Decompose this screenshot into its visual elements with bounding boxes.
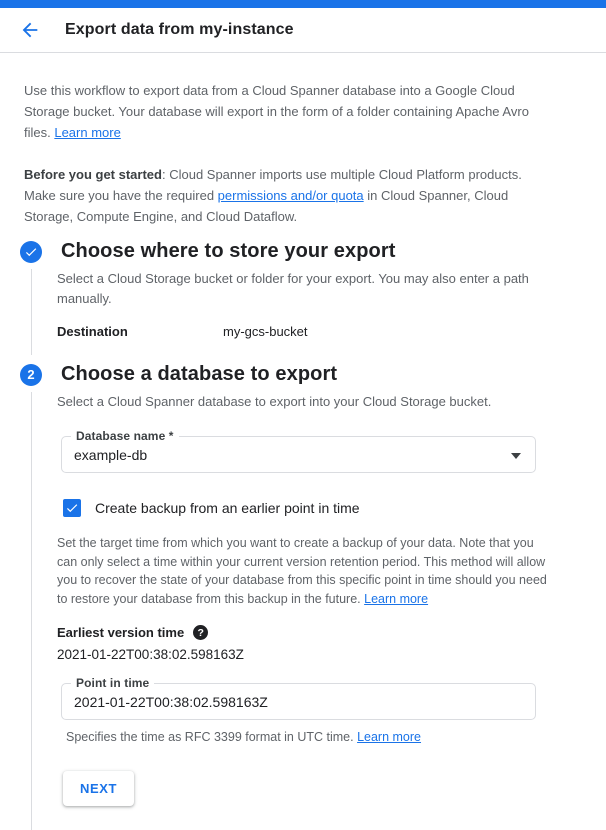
step1-body	[31, 269, 582, 355]
point-in-time-label: Point in time	[71, 676, 154, 690]
checkbox-check-icon	[65, 501, 79, 515]
backup-checkbox-row[interactable]	[63, 499, 582, 517]
help-icon[interactable]: ?	[193, 625, 208, 640]
destination-label: Destination	[57, 324, 128, 339]
backup-learn-more-link[interactable]: Learn more	[364, 591, 429, 606]
database-name-label: Database name *	[71, 429, 179, 443]
point-in-time-helper	[57, 730, 582, 744]
point-in-time-learn-more-link[interactable]: Learn more	[357, 730, 422, 744]
permissions-quota-link[interactable]: permissions and/or quota	[217, 188, 364, 203]
step1-title: Choose where to store your export	[61, 240, 396, 262]
step1-header	[24, 240, 582, 263]
before-start-bold: Before you get started	[24, 167, 162, 182]
arrow-back-icon	[19, 19, 41, 41]
database-name-select[interactable]	[61, 429, 536, 473]
next-button[interactable]: NEXT	[63, 771, 134, 806]
destination-row	[57, 324, 582, 355]
point-in-time-field	[61, 676, 536, 720]
backup-description	[57, 534, 554, 608]
page-header	[0, 8, 606, 53]
point-in-time-input[interactable]	[74, 694, 523, 710]
step2-number: 2	[27, 367, 35, 382]
step2-title: Choose a database to export	[61, 363, 338, 385]
step1-description: Select a Cloud Storage bucket or folder for your export. You may also enter a path manually.	[57, 271, 529, 306]
top-accent-bar	[0, 0, 606, 8]
earliest-version-label: Earliest version time	[57, 625, 185, 640]
destination-value: my-gcs-bucket	[223, 324, 308, 339]
backup-checkbox-label: Create backup from an earlier point in time	[95, 500, 360, 516]
intro-paragraph	[24, 80, 551, 143]
intro-text: Use this workflow to export data from a Cloud Spanner database into a Google Cloud Storage bucket. Your database will export in the form of a folder containing Apache Avro files.	[24, 83, 529, 140]
step2-description: Select a Cloud Spanner database to export into your Cloud Storage bucket.	[57, 394, 492, 409]
earliest-version-value: 2021-01-22T00:38:02.598163Z	[57, 647, 244, 662]
point-in-time-helper-text: Specifies the time as RFC 3399 format in UTC time.	[66, 730, 358, 744]
step2-body	[31, 392, 582, 830]
back-button[interactable]	[18, 18, 42, 42]
before-start-text-end: in Cloud Spanner, Cloud Storage, Compute Engine, and Cloud Dataflow.	[24, 188, 509, 224]
step1-completed-check-icon	[20, 241, 42, 263]
before-start-text: : Cloud Spanner imports use multiple Cloud Platform products. Make sure you have the required	[24, 167, 522, 203]
backup-description-text: Set the target time from which you want to create a backup of your data. Note that you can only select a time within your current version retention period. This method will allow you to recover the state of your database from this specific point in time should you need to restore your database from this backup in the future.	[57, 536, 547, 606]
dropdown-caret-icon	[511, 453, 521, 459]
main-content	[0, 80, 606, 830]
database-name-value: example-db	[74, 446, 148, 463]
page-title: Export data from my-instance	[65, 21, 294, 38]
step2-number-badge	[20, 364, 42, 386]
intro-learn-more-link[interactable]: Learn more	[54, 125, 121, 140]
earliest-version-row	[57, 625, 582, 640]
backup-checkbox[interactable]	[63, 499, 81, 517]
step2-header	[24, 363, 582, 386]
before-start-paragraph	[24, 164, 551, 227]
